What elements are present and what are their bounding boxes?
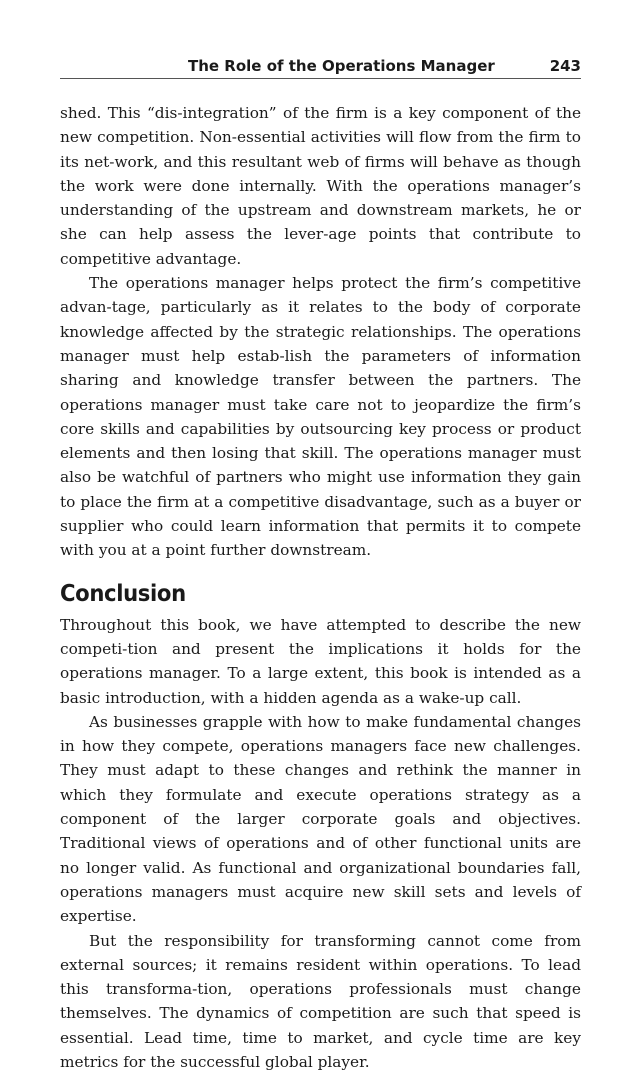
paragraph: The operations manager helps protect the firm’s competitive advan-tage, particularly as it relates to the body of corporate knowledge affected by the strategic relationships. The operations manager must help estab-lish the parameters of information sharing and knowledge transfer between the partners. The operations manager must take care not to jeopardize the firm’s core skills and capabilities by outsourcing key process or product elements and then losing that skill. The operations manager must also be watchful of partners who might use information they gain to place the firm at a competitive disadvantage, such as a buyer or supplier who could learn information that permits it to compete with you at a point further downstream. xyxy=(60,271,581,563)
book-page xyxy=(60,52,581,1074)
page-number: 243 xyxy=(550,57,581,75)
paragraph: But the responsibility for transforming cannot come from external sources; it remains resident within operations. To lead this transforma-tion, operations professionals must change themselves. The dynamics of competition are such that speed is essential. Lead time, time to market, and cycle time are key metrics for the successful global player. xyxy=(60,929,581,1074)
body-text xyxy=(60,101,581,1074)
section-heading: Conclusion xyxy=(60,579,539,609)
paragraph: Throughout this book, we have attempted to describe the new competi-tion and present the implications it holds for the operations manager. To a large extent, this book is intended as a basic introduction, with a hidden agenda as a wake-up call. xyxy=(60,613,581,710)
running-header xyxy=(60,52,581,79)
paragraph: As businesses grapple with how to make fundamental changes in how they compete, operations managers face new challenges. They must adapt to these changes and rethink the manner in which they formulate and execute operations strategy as a component of the larger corporate goals and objectives. Traditional views of operations and of other functional units are no longer valid. As functional and organizational boundaries fall, operations managers must acquire new skill sets and levels of expertise. xyxy=(60,710,581,929)
paragraph: shed. This “dis-integration” of the firm is a key component of the new competition. Non-essential activities will flow from the firm to its net-work, and this resultant web of firms will behave as though the work were done internally. With the operations manager’s understanding of the upstream and downstream markets, he or she can help assess the lever-age points that contribute to competitive advantage. xyxy=(60,101,581,271)
running-title: The Role of the Operations Manager xyxy=(188,57,495,75)
